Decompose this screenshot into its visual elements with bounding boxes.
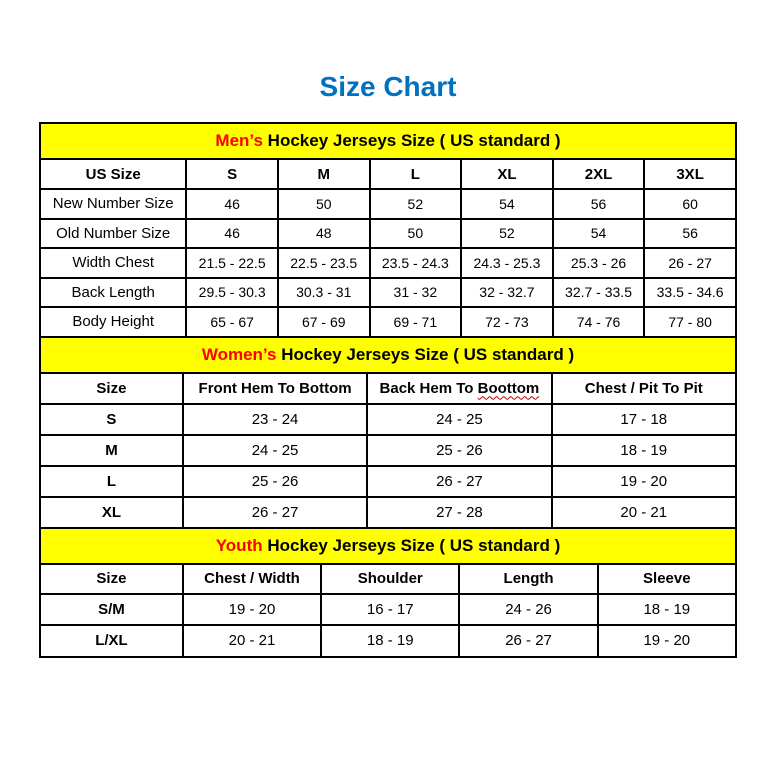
row-label: Old Number Size (56, 224, 171, 242)
size-value-cell: 24 - 25 (366, 405, 550, 434)
size-value-cell: 72 - 73 (460, 308, 552, 336)
row-label: Body Height (72, 313, 155, 331)
table-row-old-number-size (41, 218, 735, 248)
men-table-title-band (41, 124, 735, 158)
column-header: US Size (85, 165, 141, 183)
size-value-cell: 50 (369, 220, 461, 248)
size-value-cell: 24.3 - 25.3 (460, 249, 552, 277)
size-value-cell: 48 (277, 220, 369, 248)
column-header: L (369, 160, 461, 188)
table-row-width-chest (41, 247, 735, 277)
table-row-women-xl (41, 496, 735, 527)
column-header: S (185, 160, 277, 188)
size-value-cell: 56 (643, 220, 735, 248)
size-value-cell: 54 (552, 220, 644, 248)
youth-title-accent: Youth (215, 535, 263, 555)
column-header-text: Back Hem To (379, 379, 478, 397)
women-title-text: Hockey Jerseys Size ( US standard ) (276, 344, 575, 364)
women-table-title-band (41, 336, 735, 372)
size-value-cell: 25.3 - 26 (552, 249, 644, 277)
size-value-cell: 27 - 28 (366, 498, 550, 527)
women-title-accent: Women’s (201, 344, 277, 364)
row-label: Width Chest (72, 254, 155, 272)
size-value-cell: 22.5 - 23.5 (277, 249, 369, 277)
size-value-cell: 46 (185, 190, 277, 218)
size-value-cell: 32.7 - 33.5 (552, 279, 644, 307)
size-value-cell: 33.5 - 34.6 (643, 279, 735, 307)
size-value-cell: 25 - 26 (182, 467, 366, 496)
men-title-text: Hockey Jerseys Size ( US standard ) (262, 131, 561, 150)
column-header: Sleeve (597, 565, 735, 593)
size-value-cell: 19 - 20 (597, 626, 735, 656)
row-label: XL (101, 503, 122, 521)
size-value-cell: 30.3 - 31 (277, 279, 369, 307)
row-label: M (105, 441, 118, 459)
table-row-back-length (41, 277, 735, 307)
size-value-cell: 26 - 27 (366, 467, 550, 496)
size-value-cell: 17 - 18 (551, 405, 735, 434)
column-header: 3XL (643, 160, 735, 188)
table-row-body-height (41, 306, 735, 336)
size-value-cell: 31 - 32 (369, 279, 461, 307)
size-value-cell: 56 (552, 190, 644, 218)
size-value-cell: 20 - 21 (182, 626, 320, 656)
size-value-cell: 60 (643, 190, 735, 218)
size-value-cell: 24 - 26 (458, 595, 596, 625)
column-header: M (277, 160, 369, 188)
size-value-cell: 77 - 80 (643, 308, 735, 336)
row-label: L (106, 472, 117, 490)
size-value-cell: 18 - 19 (320, 626, 458, 656)
men-title-accent: Men’s (215, 131, 263, 150)
size-value-cell: 52 (460, 220, 552, 248)
table-row-youth-sm (41, 593, 735, 625)
size-value-cell: 21.5 - 22.5 (185, 249, 277, 277)
column-header: Size (96, 379, 127, 397)
youth-table-title-band (41, 527, 735, 563)
size-value-cell: 32 - 32.7 (460, 279, 552, 307)
size-value-cell: 50 (277, 190, 369, 218)
column-header: Chest / Width (182, 565, 320, 593)
size-value-cell: 26 - 27 (458, 626, 596, 656)
women-header-row (41, 372, 735, 403)
size-value-cell: 29.5 - 30.3 (185, 279, 277, 307)
row-label: S (106, 410, 117, 428)
column-header: 2XL (552, 160, 644, 188)
table-row-women-l (41, 465, 735, 496)
row-label: S/M (98, 600, 125, 618)
size-value-cell: 19 - 20 (551, 467, 735, 496)
column-header-misspelled (366, 374, 550, 403)
size-value-cell: 19 - 20 (182, 595, 320, 625)
column-header: Length (458, 565, 596, 593)
size-value-cell: 69 - 71 (369, 308, 461, 336)
size-value-cell: 16 - 17 (320, 595, 458, 625)
size-value-cell: 20 - 21 (551, 498, 735, 527)
size-value-cell: 52 (369, 190, 461, 218)
size-value-cell: 24 - 25 (182, 436, 366, 465)
column-header: Shoulder (320, 565, 458, 593)
size-value-cell: 18 - 19 (597, 595, 735, 625)
row-label: Back Length (71, 283, 155, 301)
size-value-cell: 46 (185, 220, 277, 248)
row-label: New Number Size (52, 195, 174, 213)
table-row-women-s (41, 403, 735, 434)
size-value-cell: 74 - 76 (552, 308, 644, 336)
youth-title-text: Hockey Jerseys Size ( US standard ) (262, 535, 561, 555)
table-row-new-number-size (41, 188, 735, 218)
table-row-youth-lxl (41, 624, 735, 656)
size-value-cell: 65 - 67 (185, 308, 277, 336)
column-header: XL (460, 160, 552, 188)
size-value-cell: 54 (460, 190, 552, 218)
column-header: Size (96, 570, 127, 587)
men-header-row (41, 158, 735, 188)
size-chart-sheet (39, 122, 737, 658)
size-value-cell: 23 - 24 (182, 405, 366, 434)
size-value-cell: 25 - 26 (366, 436, 550, 465)
size-value-cell: 26 - 27 (643, 249, 735, 277)
youth-header-row (41, 563, 735, 593)
size-value-cell: 23.5 - 24.3 (369, 249, 461, 277)
size-value-cell: 67 - 69 (277, 308, 369, 336)
size-value-cell: 18 - 19 (551, 436, 735, 465)
table-row-women-m (41, 434, 735, 465)
size-value-cell: 26 - 27 (182, 498, 366, 527)
column-header: Front Hem To Bottom (182, 374, 366, 403)
row-label: L/XL (95, 632, 128, 650)
misspelled-word: Boottom (477, 379, 540, 397)
page-title: Size Chart (319, 71, 457, 102)
column-header: Chest / Pit To Pit (551, 374, 735, 403)
